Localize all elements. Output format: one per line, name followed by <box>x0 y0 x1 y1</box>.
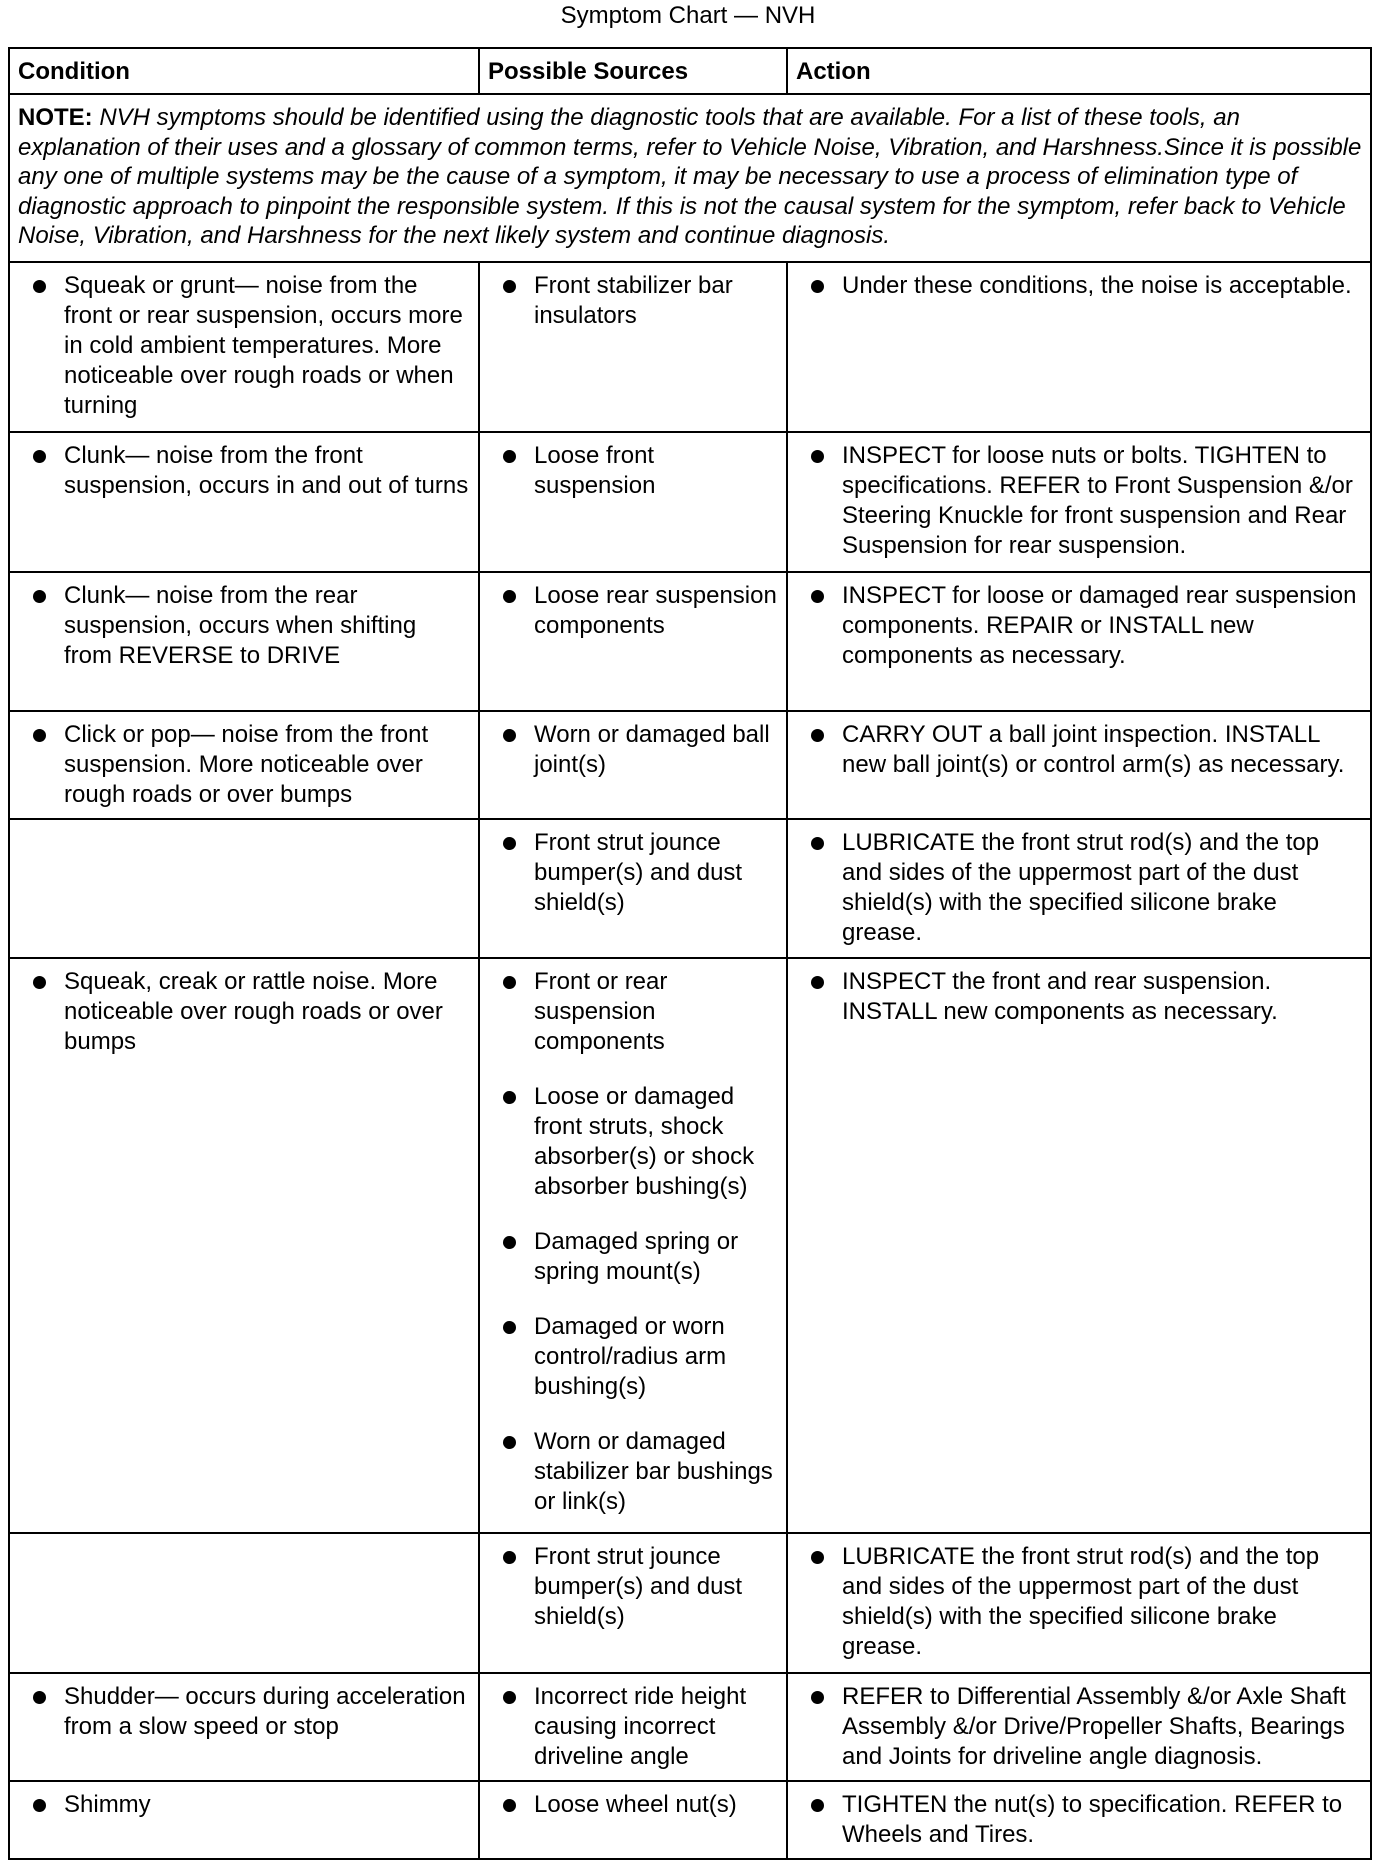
table-row <box>9 1673 1371 1781</box>
source-text: Worn or damaged ball joint(s) <box>534 720 770 778</box>
header-condition: Condition <box>9 48 479 94</box>
bullet-icon <box>503 1551 516 1564</box>
source-text: Worn or damaged stabilizer bar bushings or link(s) <box>534 1427 773 1515</box>
bullet-icon <box>503 1436 516 1449</box>
bullet-icon <box>811 280 824 293</box>
condition-text: Shudder— occurs during acceleration from a slow speed or stop <box>64 1682 466 1740</box>
source-text: Front stabilizer bar insulators <box>534 271 733 329</box>
note-cell <box>9 94 1371 262</box>
bullet-icon <box>503 976 516 989</box>
condition-text: Clunk— noise from the front suspension, occurs in and out of turns <box>64 441 469 499</box>
bullet-icon <box>503 729 516 742</box>
action-text: TIGHTEN the nut(s) to specification. REFER to Wheels and Tires. <box>842 1790 1343 1848</box>
source-text: Loose rear suspension components <box>534 581 777 639</box>
bullet-icon <box>503 1236 516 1249</box>
source-text: Incorrect ride height causing incorrect driveline angle <box>534 1682 747 1770</box>
action-cell <box>787 1533 1371 1673</box>
sources-cell <box>479 1533 787 1673</box>
bullet-icon <box>503 1691 516 1704</box>
action-cell <box>787 1781 1371 1859</box>
chart-title: Symptom Chart — NVH <box>560 2 816 29</box>
sources-cell <box>479 958 787 1533</box>
bullet-icon <box>33 280 46 293</box>
sources-cell <box>479 432 787 572</box>
sources-cell <box>479 819 787 958</box>
bullet-icon <box>503 280 516 293</box>
sources-cell <box>479 1781 787 1859</box>
bullet-icon <box>811 1691 824 1704</box>
note-row <box>9 94 1371 262</box>
bullet-icon <box>811 837 824 850</box>
bullet-icon <box>33 590 46 603</box>
condition-cell <box>9 711 479 819</box>
condition-text: Squeak or grunt— noise from the front or rear suspension, occurs more in cold ambient temperatures. More noticeable over rough roads or when turning <box>64 271 463 419</box>
action-text: INSPECT the front and rear suspension. INSTALL new components as necessary. <box>842 967 1278 1025</box>
bullet-icon <box>503 837 516 850</box>
bullet-icon <box>811 1799 824 1812</box>
bullet-icon <box>33 729 46 742</box>
bullet-icon <box>33 450 46 463</box>
table-row <box>9 711 1371 819</box>
bullet-icon <box>503 450 516 463</box>
action-text: LUBRICATE the front strut rod(s) and the top and sides of the uppermost part of the dust shield(s) with the specified silicone brake grease. <box>842 1542 1320 1660</box>
header-action: Action <box>787 48 1371 94</box>
source-text: Front strut jounce bumper(s) and dust shield(s) <box>534 1542 743 1630</box>
condition-cell <box>9 1781 479 1859</box>
condition-text: Shimmy <box>64 1790 151 1818</box>
condition-cell-empty <box>9 1533 479 1673</box>
source-text: Loose or damaged front struts, shock absorber(s) or shock absorber bushing(s) <box>534 1082 755 1200</box>
action-text: INSPECT for loose nuts or bolts. TIGHTEN to specifications. REFER to Front Suspension &/or Steering Knuckle for front suspension and Rear Suspension for rear suspension. <box>842 441 1353 559</box>
symptom-table <box>8 47 1372 1860</box>
action-text: INSPECT for loose or damaged rear suspension components. REPAIR or INSTALL new components as necessary. <box>842 581 1357 669</box>
sources-cell <box>479 711 787 819</box>
action-text: Under these conditions, the noise is acceptable. <box>842 271 1352 299</box>
sources-cell <box>479 262 787 432</box>
action-cell <box>787 958 1371 1533</box>
action-cell <box>787 262 1371 432</box>
source-text: Damaged spring or spring mount(s) <box>534 1227 739 1285</box>
source-text: Loose wheel nut(s) <box>534 1790 737 1818</box>
source-text: Damaged or worn control/radius arm bushing(s) <box>534 1312 727 1400</box>
condition-cell-empty <box>9 819 479 958</box>
note-label: NOTE: <box>18 104 93 131</box>
bullet-icon <box>811 729 824 742</box>
table-row <box>9 958 1371 1533</box>
condition-cell <box>9 432 479 572</box>
bullet-icon <box>503 1321 516 1334</box>
action-cell <box>787 711 1371 819</box>
action-cell <box>787 819 1371 958</box>
action-text: CARRY OUT a ball joint inspection. INSTALL new ball joint(s) or control arm(s) as necessary. <box>842 720 1345 778</box>
table-row <box>9 262 1371 432</box>
action-cell <box>787 572 1371 711</box>
condition-cell <box>9 958 479 1533</box>
sources-cell <box>479 1673 787 1781</box>
note-text: NVH symptoms should be identified using the diagnostic tools that are available. For a list of these tools, an explanation of their uses and a glossary of common terms, refer to Vehicle Noise, Vibration, and Harshness.Since it is possible any one of multiple systems may be the cause of a symptom, it may be necessary to use a process of elimination type of diagnostic approach to pinpoint the responsible system. If this is not the causal system for the symptom, refer back to Vehicle Noise, Vibration, and Harshness for the next likely system and continue diagnosis. <box>18 104 1362 249</box>
action-cell <box>787 432 1371 572</box>
bullet-icon <box>503 590 516 603</box>
bullet-icon <box>503 1091 516 1104</box>
bullet-icon <box>811 450 824 463</box>
condition-text: Squeak, creak or rattle noise. More noticeable over rough roads or over bumps <box>64 967 443 1055</box>
header-possible-sources: Possible Sources <box>479 48 787 94</box>
condition-text: Click or pop— noise from the front suspension. More noticeable over rough roads or over bumps <box>64 720 429 808</box>
bullet-icon <box>811 976 824 989</box>
source-text: Front or rear suspension components <box>534 967 668 1055</box>
bullet-icon <box>33 976 46 989</box>
bullet-icon <box>811 590 824 603</box>
bullet-icon <box>811 1551 824 1564</box>
table-row <box>9 432 1371 572</box>
condition-cell <box>9 262 479 432</box>
bullet-icon <box>33 1799 46 1812</box>
table-header-row <box>9 48 1371 94</box>
table-row <box>9 819 1371 958</box>
source-text: Front strut jounce bumper(s) and dust shield(s) <box>534 828 743 916</box>
condition-cell <box>9 572 479 711</box>
action-text: REFER to Differential Assembly &/or Axle Shaft Assembly &/or Drive/Propeller Shafts, Bearings and Joints for driveline angle diagnosis. <box>842 1682 1346 1770</box>
table-row <box>9 572 1371 711</box>
bullet-icon <box>33 1691 46 1704</box>
sources-cell <box>479 572 787 711</box>
action-cell <box>787 1673 1371 1781</box>
bullet-icon <box>503 1799 516 1812</box>
source-text: Loose front suspension <box>534 441 656 499</box>
condition-cell <box>9 1673 479 1781</box>
action-text: LUBRICATE the front strut rod(s) and the top and sides of the uppermost part of the dust shield(s) with the specified silicone brake grease. <box>842 828 1320 946</box>
table-row <box>9 1533 1371 1673</box>
condition-text: Clunk— noise from the rear suspension, occurs when shifting from REVERSE to DRIVE <box>64 581 417 669</box>
table-row <box>9 1781 1371 1859</box>
